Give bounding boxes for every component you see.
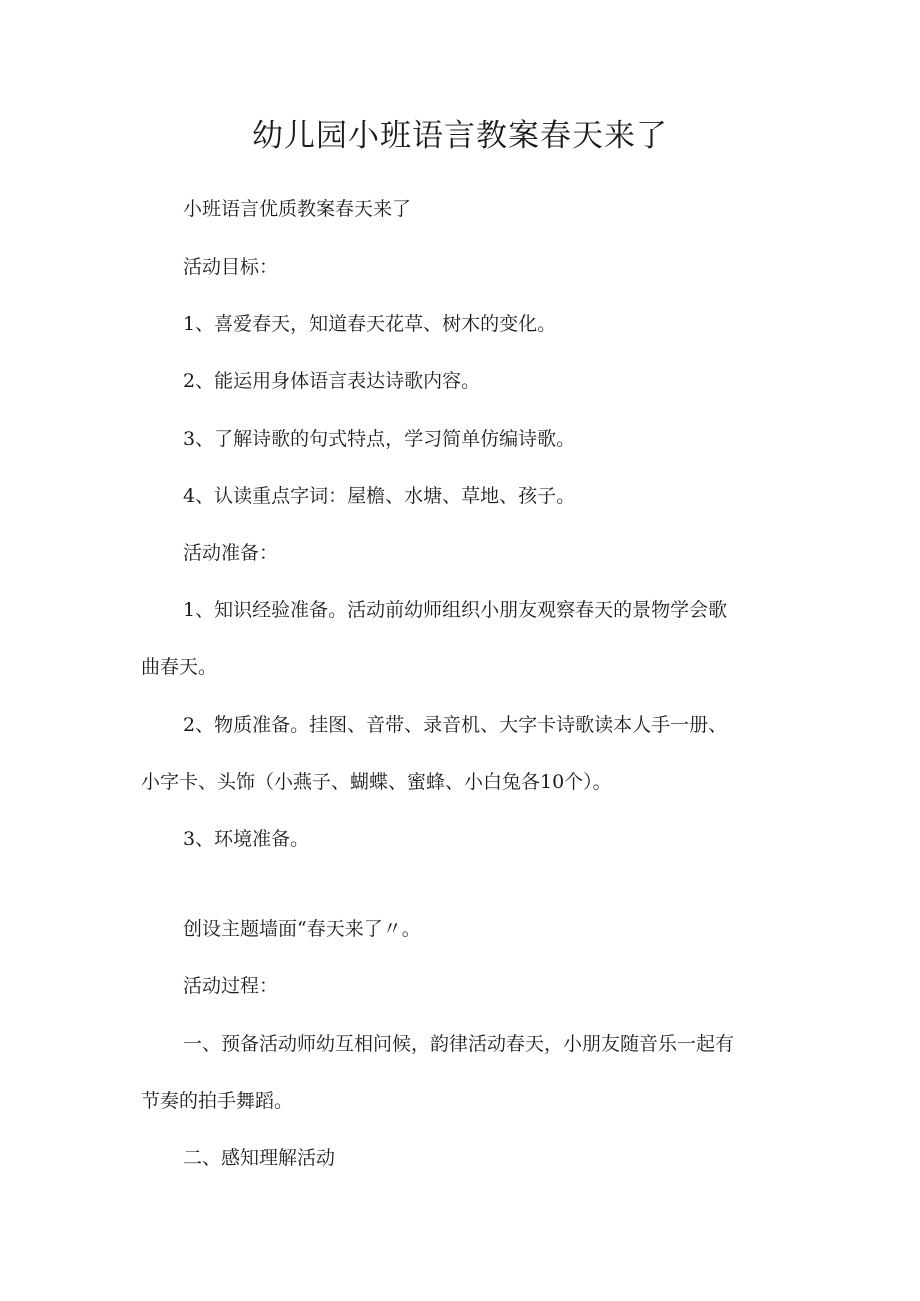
section-heading-preparation: 活动准备： xyxy=(183,542,279,564)
section-heading-process: 活动过程： xyxy=(183,975,279,997)
subtitle-line: 小班语言优质教案春天来了 xyxy=(183,198,412,220)
prep-item-3: 3、环境准备。 xyxy=(183,828,310,850)
goal-item-4: 4、认读重点字词：屋檐、水塘、草地、孩子。 xyxy=(183,485,576,507)
goal-item-3: 3、了解诗歌的句式特点，学习简单仿编诗歌。 xyxy=(183,428,576,450)
prep-item-1-line-2: 曲春天。 xyxy=(141,656,218,678)
prep-item-3-detail: 创设主题墙面“春天来了〃。 xyxy=(183,918,421,940)
process-step-1-line-1: 一、预备活动师幼互相问候，韵律活动春天，小朋友随音乐一起有 xyxy=(183,1033,735,1055)
section-heading-goals: 活动目标： xyxy=(183,256,279,278)
prep-item-2-line-1: 2、物质准备。挂图、音带、录音机、大字卡诗歌读本人手一册、 xyxy=(183,714,728,736)
document-title: 幼儿园小班语言教案春天来了 xyxy=(252,118,668,154)
prep-item-2-line-2: 小字卡、头饰（小燕子、蝴蝶、蜜蜂、小白兔各10个）。 xyxy=(141,771,612,793)
process-step-1-line-2: 节奏的拍手舞蹈。 xyxy=(141,1090,294,1112)
goal-item-1: 1、喜爱春天，知道春天花草、树木的变化。 xyxy=(183,313,557,335)
process-step-2: 二、感知理解活动 xyxy=(183,1147,336,1169)
goal-item-2: 2、能运用身体语言表达诗歌内容。 xyxy=(183,370,481,392)
prep-item-1-line-1: 1、知识经验准备。活动前幼师组织小朋友观察春天的景物学会歌 xyxy=(183,599,728,621)
